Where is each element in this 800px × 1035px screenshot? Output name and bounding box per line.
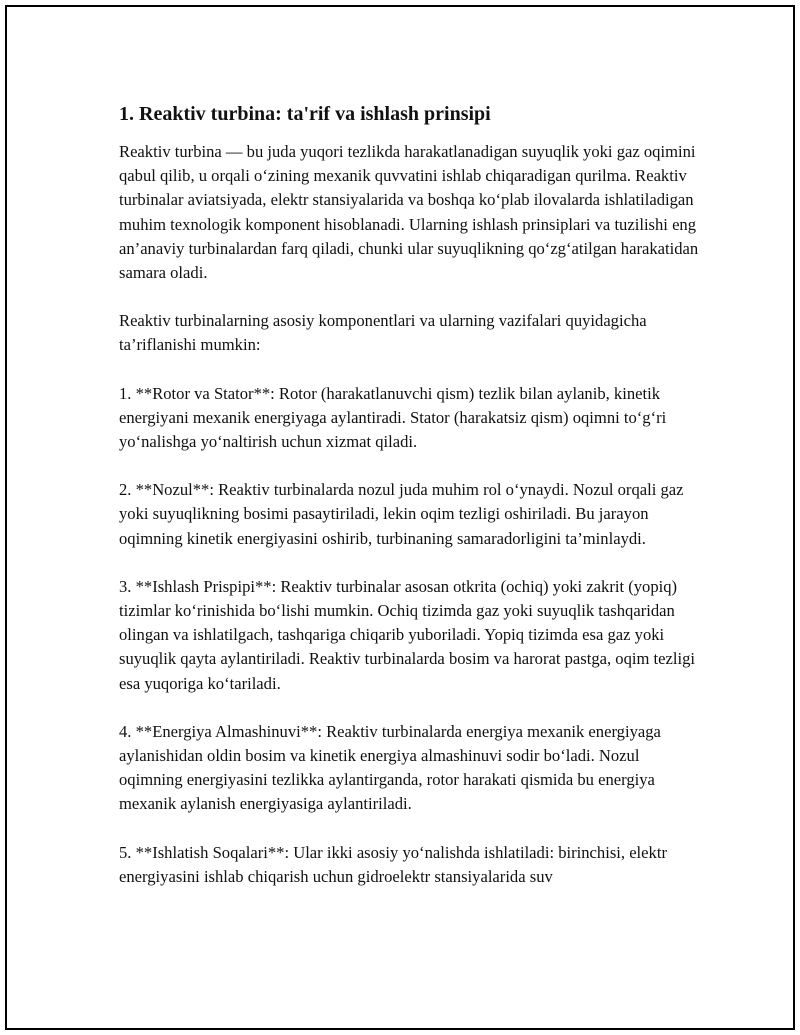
paragraph-components-intro: Reaktiv turbinalarning asosiy komponentlari va ularning vazifalari quyidagicha ta’riflanishi mumkin: — [119, 311, 647, 355]
document-title: 1. Reaktiv turbina: ta'rif va ishlash prinsipi — [119, 103, 491, 125]
paragraph-intro: Reaktiv turbina — bu juda yuqori tezlikda harakatlanadigan suyuqlik yoki gaz oqimini qabul qilib, u orqali o‘zining mexanik quvvatini ishlab chiqaradigan qurilma. Reaktiv turbinalar aviatsiyada, elektr stansiyalarida va boshqa ko‘plab ilovalarda ishlatiladigan muhim texnologik komponent hisoblanadi. Ularning ishlash prinsiplari va tuzilishi eng an’anaviy turbinalardan farq qiladi, chunki ular suyuqlikning qo‘zg‘atilgan harakatidan samara oladi. — [119, 142, 699, 283]
paragraph-energiya-almashinuvi: 4. **Energiya Almashinuvi**: Reaktiv turbinalarda energiya mexanik energiyaga aylanishidan oldin bosim va kinetik energiya almashinuvi sodir bo‘ladi. Nozul oqimning energiyasini tezlikka aylantirganda, rotor harakati qismida bu energiya mexanik aylanish energiyasiga aylantiriladi. — [119, 721, 661, 814]
document-body — [119, 102, 704, 913]
paragraph-ishlatish-soqalari: 5. **Ishlatish Soqalari**: Ular ikki asosiy yo‘nalishda ishlatiladi: birinchisi, elektr energiyasini ishlab chiqarish uchun gidroelektr stansiyalarida suv — [119, 842, 667, 886]
paragraph-nozul: 2. **Nozul**: Reaktiv turbinalarda nozul juda muhim rol o‘ynaydi. Nozul orqali gaz yoki suyuqlikning bosimi pasaytiriladi, lekin oqim tezligi oshiriladi. Bu jarayon oqimning kinetik energiyasini oshirib, turbinaning samaradorligini ta’minlaydi. — [119, 480, 684, 548]
page-frame — [5, 5, 795, 1030]
paragraph-ishlash-prinsipi: 3. **Ishlash Prispipi**: Reaktiv turbinalar asosan otkrita (ochiq) yoki zakrit (yopiq) tizimlar ko‘rinishida bo‘lishi mumkin. Ochiq tizimda gaz yoki suyuqlik tashqaridan olingan va ishlatilgach, tashqariga chiqarib yuboriladi. Yopiq tizimda esa gaz yoki suyuqlik qayta aylantiriladi. Reaktiv turbinalarda bosim va harorat pastga, oqim tezligi esa yuqoriga ko‘tariladi. — [119, 576, 696, 693]
paragraph-rotor-stator: 1. **Rotor va Stator**: Rotor (harakatlanuvchi qism) tezlik bilan aylanib, kinetik energiyani mexanik energiyaga aylantiradi. Stator (harakatsiz qism) oqimni to‘g‘ri yo‘nalishga yo‘naltirish uchun xizmat qiladi. — [119, 383, 667, 452]
